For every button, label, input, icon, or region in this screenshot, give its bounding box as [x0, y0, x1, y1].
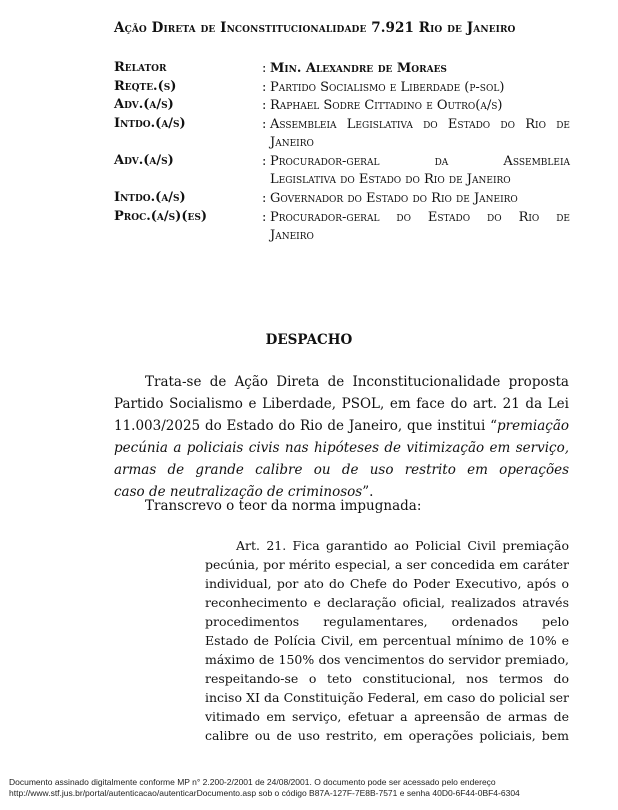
party-value-adv-2: : Procurador-geral da Assembleia Legislativa do Estado do Rio de Janeiro [262, 154, 570, 187]
quote-line: inciso XI da Constituição Federal, em caso do policial ser [205, 690, 569, 705]
party-value-proc: : Procurador-geral do Estado do Rio de Janeiro [262, 210, 570, 243]
quoted-norm [205, 536, 569, 745]
party-value-intdo-1: : Assembleia Legislativa do Estado do Rio de Janeiro [262, 117, 570, 150]
party-label-reqte: Reqte.(s) [114, 79, 177, 94]
paragraph-line: caso de neutralização de criminosos”. [114, 484, 374, 500]
paragraph-line: Partido Socialismo e Liberdade, PSOL, em face do art. 21 da Lei [114, 396, 569, 412]
paragraph-line: 11.003/2025 do Estado do Rio de Janeiro, que institui “premiação [114, 418, 569, 434]
paragraph-line: Trata-se de Ação Direta de Inconstitucionalidade proposta [145, 374, 569, 390]
footer-line-2: http://www.stf.jus.br/portal/autenticacao/autenticarDocumento.asp sob o código B87A-127F-7E8B-7571 e senha 40D0-6F44-0BF4-6304 [9, 788, 520, 798]
party-value-intdo-2: : Governador do Estado do Rio de Janeiro [262, 191, 518, 206]
digital-signature-footer [9, 777, 520, 799]
body-paragraph-1 [114, 371, 569, 503]
quote-line: pecúnia, por mérito especial, a ser concedida em caráter [205, 557, 569, 572]
quote-line: calibre ou de uso restrito, em operações policiais, bem [205, 728, 569, 743]
document-title: Ação Direta de Inconstitucionalidade 7.921 Rio de Janeiro [114, 20, 516, 36]
quote-line: procedimentos regulamentares, ordenados pelo [205, 614, 569, 629]
quote-line: vitimado em serviço, efetuar a apreensão de armas de [205, 709, 569, 724]
party-label-intdo-1: Intdo.(a/s) [114, 116, 186, 131]
quote-line: reconhecimento e declaração oficial, realizados através [205, 595, 569, 610]
section-heading: DESPACHO [265, 332, 353, 348]
party-label-intdo-2: Intdo.(a/s) [114, 190, 186, 205]
quote-line: respeitando-se o teto constitucional, nos termos do [205, 671, 569, 686]
party-value-reqte: : Partido Socialismo e Liberdade (p-sol) [262, 80, 505, 95]
party-label-adv-1: Adv.(a/s) [114, 97, 174, 112]
quote-line: Art. 21. Fica garantido ao Policial Civil premiação [236, 538, 569, 553]
quote-line: máximo de 150% dos vencimentos do servidor premiado, [205, 652, 569, 667]
party-label-adv-2: Adv.(a/s) [114, 153, 174, 168]
quote-line: Estado de Polícia Civil, em percentual mínimo de 10% e [205, 633, 569, 648]
body-paragraph-2: Transcrevo o teor da norma impugnada: [145, 498, 422, 514]
quote-line: individual, por ato do Chefe do Poder Executivo, após o [205, 576, 569, 591]
party-label-relator: Relator [114, 60, 167, 75]
footer-line-1: Documento assinado digitalmente conforme MP n° 2.200-2/2001 de 24/08/2001. O documento pode ser acessado pelo endereço [9, 777, 496, 787]
party-label-proc: Proc.(a/s)(es) [114, 209, 207, 224]
party-value-relator: : Min. Alexandre de Moraes [262, 61, 447, 76]
paragraph-line: pecúnia a policiais civis nas hipóteses de vitimização em serviço, [114, 440, 569, 456]
party-value-adv-1: : Raphael Sodre Cittadino e Outro(a/s) [262, 98, 503, 113]
paragraph-line: armas de grande calibre ou de uso restrito em operações [114, 462, 569, 478]
